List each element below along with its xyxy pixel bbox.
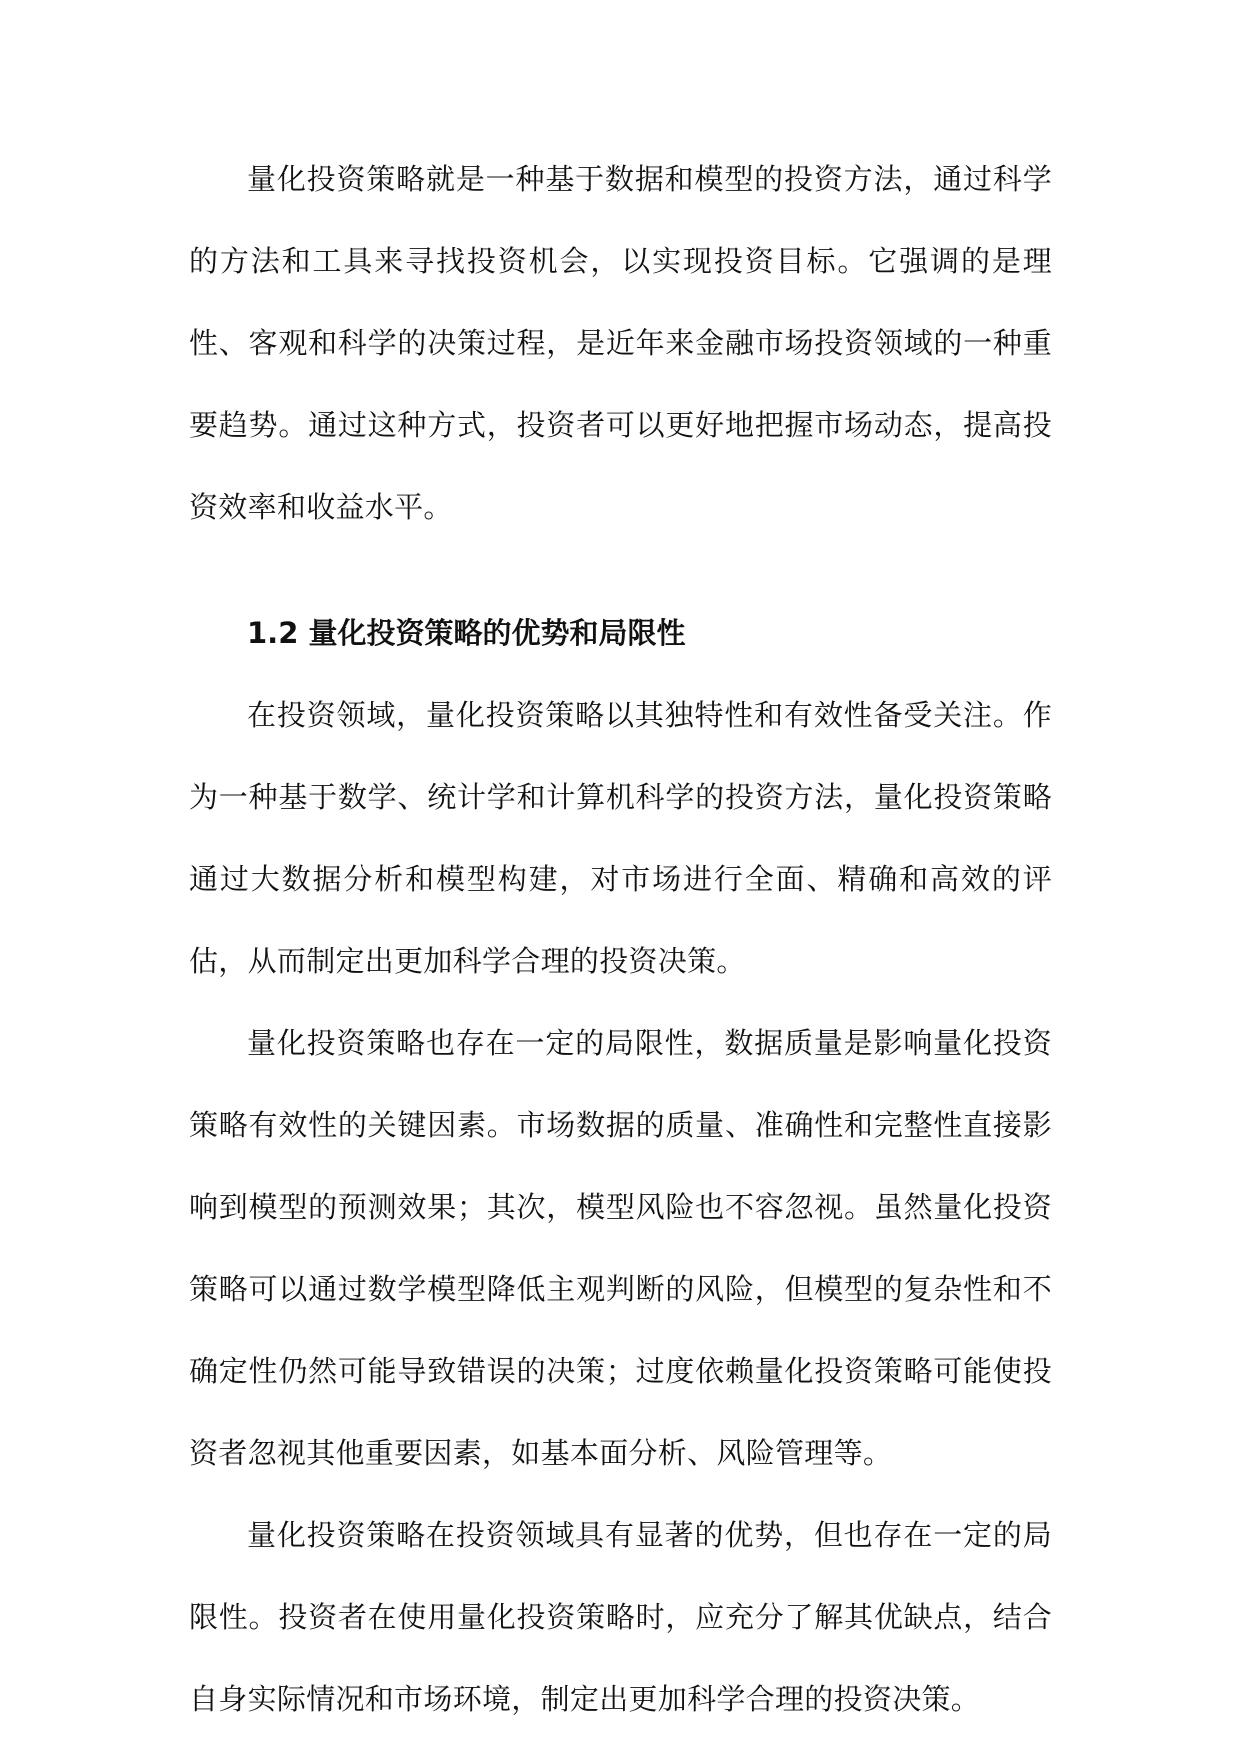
section-paragraph-1: 在投资领域，量化投资策略以其独特性和有效性备受关注。作为一种基于数学、统计学和计算机科学的投资方法，量化投资策略通过大数据分析和模型构建，对市场进行全面、精确和高效的评估，从而制定出更加科学合理的投资决策。	[189, 698, 1052, 978]
intro-paragraph: 量化投资策略就是一种基于数据和模型的投资方法，通过科学的方法和工具来寻找投资机会，以实现投资目标。它强调的是理性、客观和科学的决策过程，是近年来金融市场投资领域的一种重要趋势。通过这种方式，投资者可以更好地把握市场动态，提高投资效率和收益水平。	[189, 162, 1052, 524]
section-paragraph-3: 量化投资策略在投资领域具有显著的优势，但也存在一定的局限性。投资者在使用量化投资策略时，应充分了解其优缺点，结合自身实际情况和市场环境，制定出更加科学合理的投资决策。	[189, 1518, 1052, 1716]
section-paragraph-2: 量化投资策略也存在一定的局限性，数据质量是影响量化投资策略有效性的关键因素。市场数据的质量、准确性和完整性直接影响到模型的预测效果；其次，模型风险也不容忽视。虽然量化投资策略可以通过数学模型降低主观判断的风险，但模型的复杂性和不确定性仍然可能导致错误的决策；过度依赖量化投资策略可能使投资者忽视其他重要因素，如基本面分析、风险管理等。	[189, 1026, 1052, 1470]
section-heading: 1.2 量化投资策略的优势和局限性	[247, 616, 686, 650]
